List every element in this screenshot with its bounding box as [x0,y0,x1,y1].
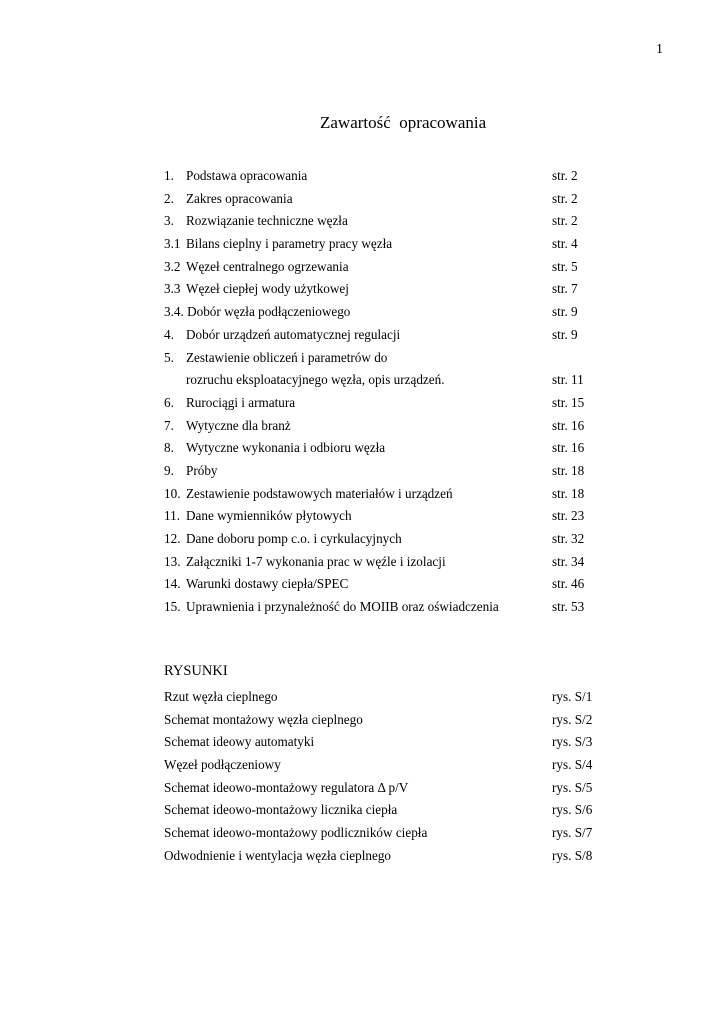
toc-entry [164,165,604,188]
toc-number: 3.2 [164,258,181,274]
toc-number: 2. [164,190,174,206]
toc-title: Wytyczne dla branż [186,417,291,433]
toc-entry-continuation [164,369,604,392]
toc-entry [164,437,604,460]
toc-entry [164,256,604,279]
toc-page: str. 23 [552,508,585,524]
toc-entry [164,596,604,619]
toc-title: Uprawnienia i przynależność do MOIIB oraz oświadczenia [186,599,499,615]
toc-page: str. 9 [552,304,578,320]
toc-page: str. 15 [552,394,585,410]
toc-entry [164,483,604,506]
drawing-ref: rys. S/8 [552,847,593,863]
toc-number: 13. [164,553,181,569]
toc-entry [164,278,604,301]
toc-entry [164,573,604,596]
toc-page: str. 53 [552,599,585,615]
toc-number: 5. [164,349,174,365]
toc-number: 14. [164,576,181,592]
drawings-heading: RYSUNKI [164,663,228,679]
toc-entry [164,415,604,438]
drawing-title: Schemat ideowo-montażowy regulatora Δ p/V [164,779,409,795]
toc-entry [164,460,604,483]
toc-page: str. 32 [552,531,585,546]
drawing-title: Schemat montażowy węzła cieplnego [164,711,363,727]
toc-title: Rurociągi i armatura [186,394,296,410]
toc-title: Dobór urządzeń automatycznej regulacji [186,326,401,342]
toc-page: str. 2 [552,190,578,206]
toc-entry [164,347,604,370]
toc-title: Węzeł centralnego ogrzewania [186,258,349,274]
drawing-entry [164,777,604,800]
toc-page: str. 18 [552,462,585,478]
toc-page: str. 2 [552,168,578,183]
toc-entry [164,392,604,415]
toc-page: str. 16 [552,440,585,456]
drawings-list [164,686,604,868]
toc-page: str. 11 [552,372,584,388]
toc-page: str. 5 [552,258,578,274]
toc-title: rozruchu eksploatacyjnego węzła, opis urządzeń. [186,372,445,388]
drawing-entry [164,686,604,709]
drawing-entry [164,709,604,732]
toc-number: 11. [164,508,180,524]
toc-number: 10. [164,485,181,501]
drawing-ref: rys. S/5 [552,779,593,795]
toc-title: Dane wymienników płytowych [186,508,352,524]
drawing-title: Schemat ideowo-montażowy podliczników ciepła [164,825,428,841]
drawing-ref: rys. S/1 [552,689,593,704]
toc-page: str. 18 [552,485,585,501]
toc-title: Załączniki 1-7 wykonania prac w węźle i izolacji [186,553,446,569]
toc-entry [164,301,604,324]
toc-entry [164,505,604,528]
toc-page: str. 4 [552,236,578,252]
toc-number: 15. [164,599,181,615]
toc-entry [164,551,604,574]
toc-entry [164,210,604,233]
toc-number: 4. [164,326,174,342]
drawing-title: Rzut węzła cieplnego [164,689,278,704]
drawing-ref: rys. S/6 [552,802,593,818]
toc-entry [164,188,604,211]
toc-entry [164,528,604,551]
toc-number: 6. [164,394,174,410]
toc-title: Zakres opracowania [186,190,293,206]
toc-number: 9. [164,462,174,478]
drawing-entry [164,845,604,868]
toc-title: Rozwiązanie techniczne węzła [186,213,348,229]
toc-page: str. 2 [552,213,578,229]
toc-number: 3.1 [164,236,181,252]
toc-title: Wytyczne wykonania i odbioru węzła [186,440,386,456]
page-number: 1 [656,42,663,57]
toc-number: 8. [164,440,174,456]
toc-number: 12. [164,531,181,546]
toc-title: Podstawa opracowania [186,168,308,183]
drawing-ref: rys. S/7 [552,825,593,841]
drawing-title: Schemat ideowo-montażowy licznika ciepła [164,802,398,818]
toc-page: str. 34 [552,553,585,569]
drawing-ref: rys. S/3 [552,734,593,750]
table-of-contents [164,165,604,619]
drawing-ref: rys. S/4 [552,757,593,773]
drawing-entry [164,822,604,845]
drawing-entry [164,754,604,777]
toc-title: Próby [186,462,218,478]
drawing-ref: rys. S/2 [552,711,593,727]
toc-number: 1. [164,168,174,183]
toc-title: Warunki dostawy ciepła/SPEC [186,576,349,592]
toc-page: str. 7 [552,281,578,297]
drawing-title: Węzeł podłączeniowy [164,757,281,773]
toc-title: Zestawienie podstawowych materiałów i urządzeń [186,485,453,501]
toc-title: Dane doboru pomp c.o. i cyrkulacyjnych [186,531,402,546]
toc-entry [164,324,604,347]
toc-title: Węzeł ciepłej wody użytkowej [186,281,349,297]
toc-title: 3.4. Dobór węzła podłączeniowego [164,304,351,320]
toc-page: str. 46 [552,576,585,592]
toc-title: Zestawienie obliczeń i parametrów do [186,349,388,365]
drawing-entry [164,731,604,754]
toc-number: 3.3 [164,281,181,297]
drawing-entry [164,799,604,822]
toc-number: 3. [164,213,174,229]
toc-number: 7. [164,417,174,433]
drawing-title: Odwodnienie i wentylacja węzła cieplnego [164,847,392,863]
toc-page: str. 9 [552,326,578,342]
toc-entry [164,233,604,256]
toc-title: Bilans cieplny i parametry pracy węzła [186,236,393,252]
drawing-title: Schemat ideowy automatyki [164,734,315,750]
toc-page: str. 16 [552,417,585,433]
page-title: Zawartość opracowania [320,113,487,132]
